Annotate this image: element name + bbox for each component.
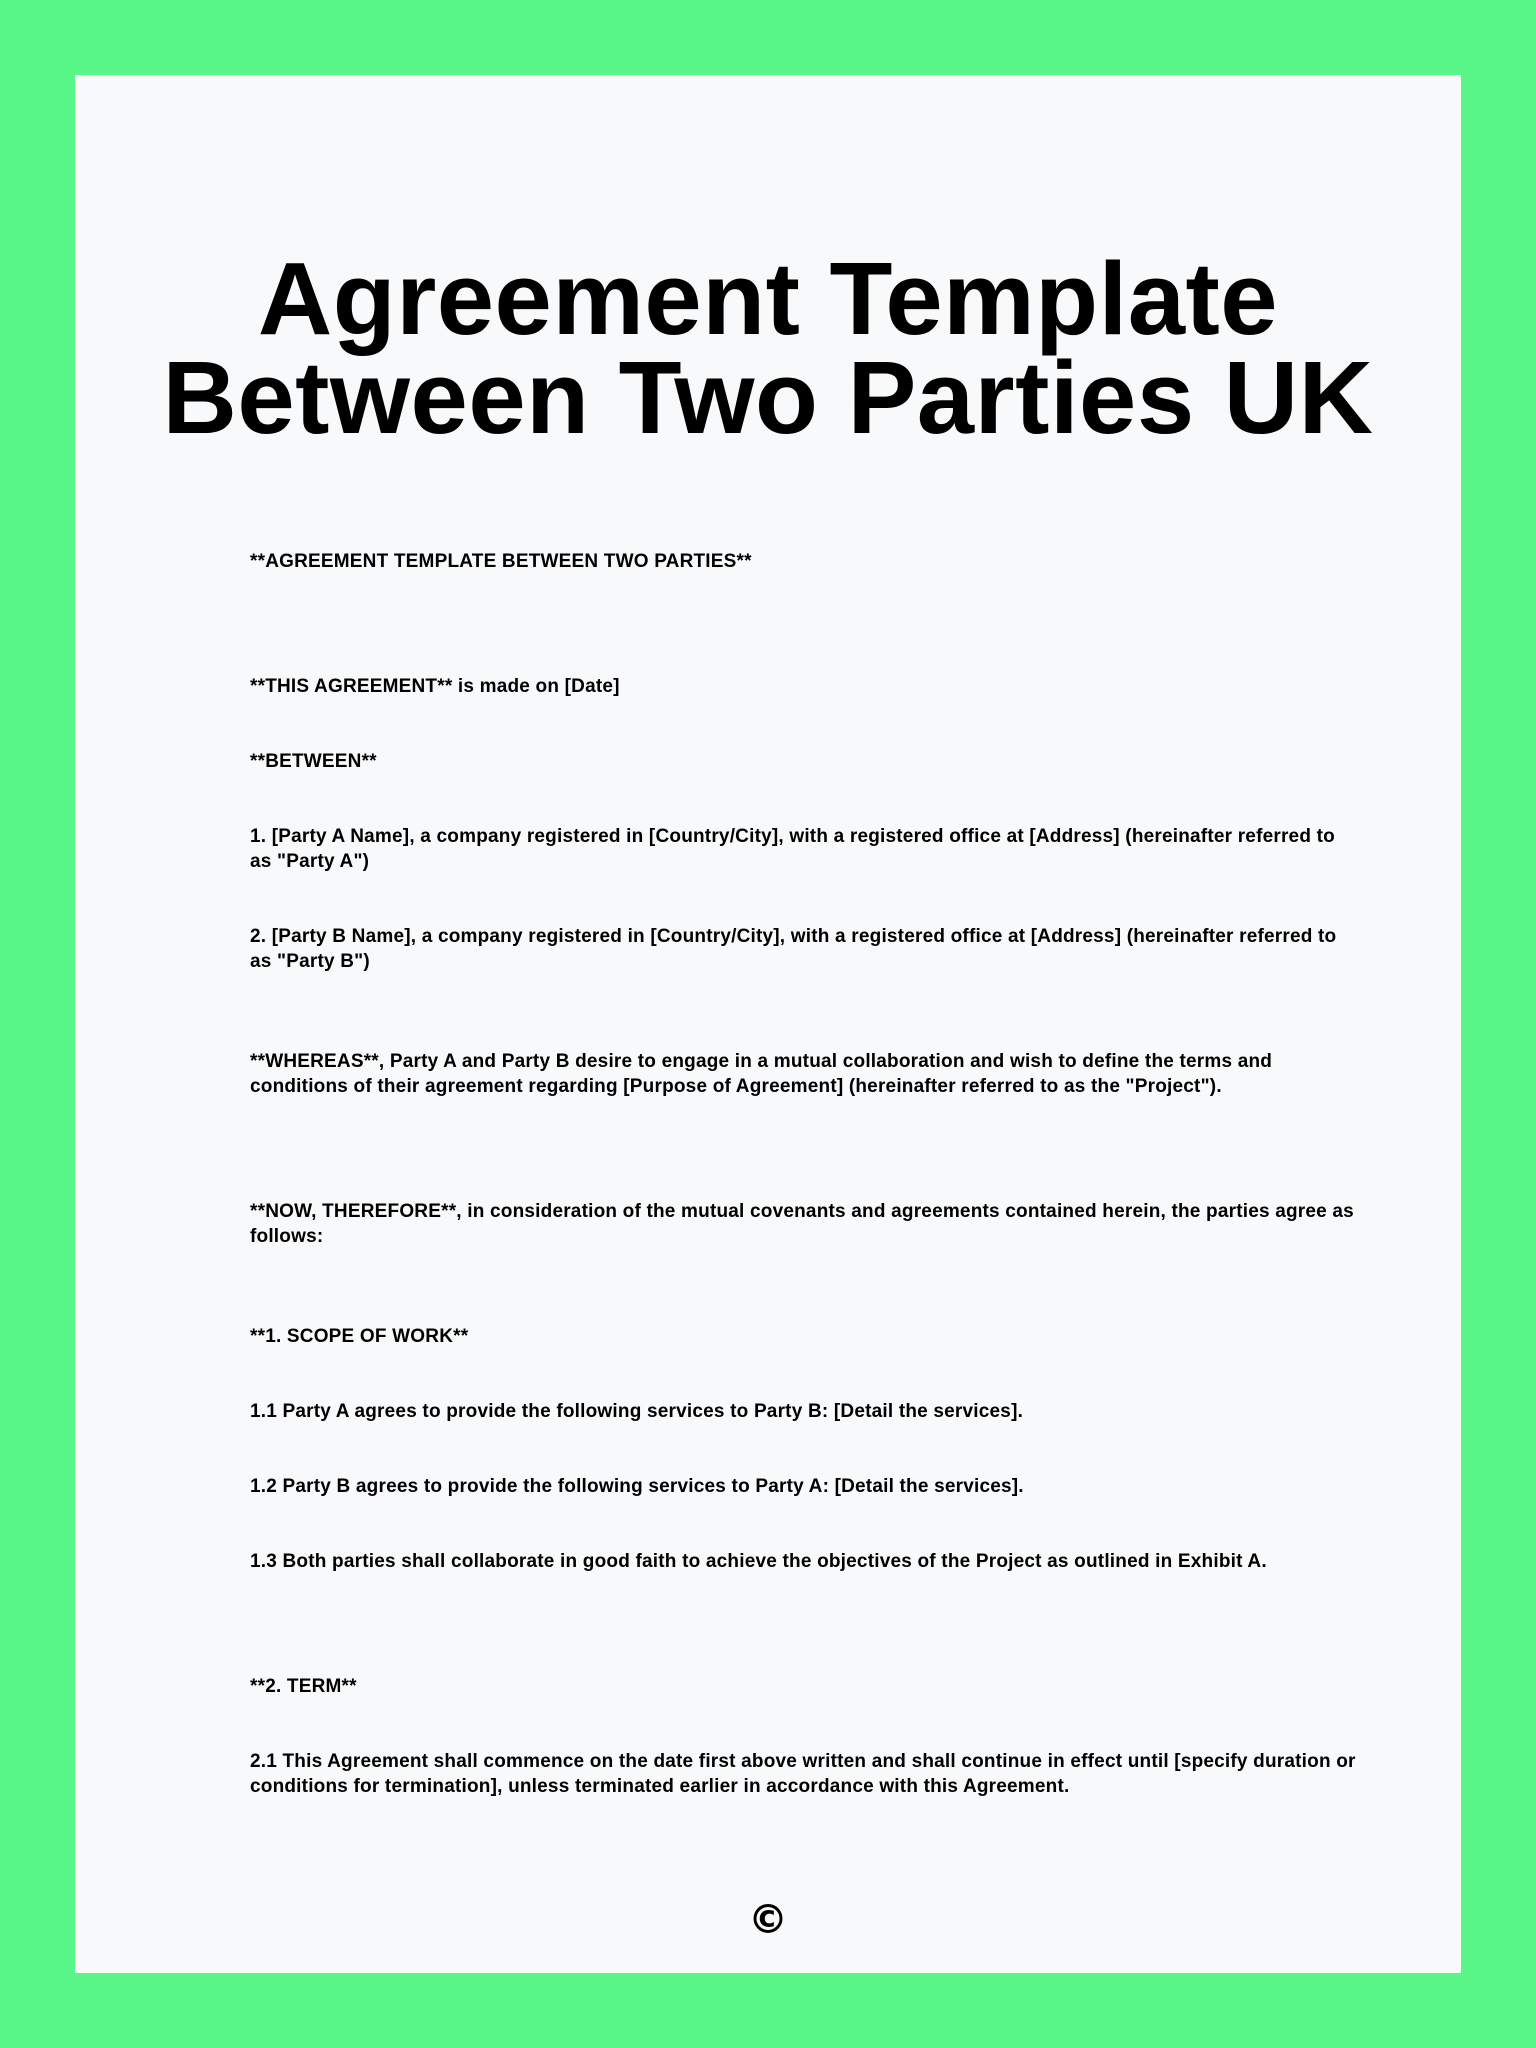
now-therefore-clause: **NOW, THEREFORE**, in consideration of the mutual covenants and agreements contained herein, the parties agree as follows:	[250, 1201, 1354, 1247]
document-page	[75, 75, 1461, 1973]
clause-1-3: 1.3 Both parties shall collaborate in good faith to achieve the objectives of the Project as outlined in Exhibit A.	[250, 1551, 1267, 1572]
whereas-clause: **WHEREAS**, Party A and Party B desire to engage in a mutual collaboration and wish to define the terms and conditions of their agreement regarding [Purpose of Agreement] (hereinafter referred to as the "Project").	[250, 1051, 1273, 1097]
copyright-icon: ©	[748, 1897, 788, 1943]
scope-of-work-heading: **1. SCOPE OF WORK**	[250, 1326, 469, 1347]
clause-1-2: 1.2 Party B agrees to provide the following services to Party A: [Detail the services].	[250, 1476, 1024, 1497]
agreement-heading: **AGREEMENT TEMPLATE BETWEEN TWO PARTIES**	[250, 551, 752, 572]
document-title	[75, 241, 1461, 455]
term-heading: **2. TERM**	[250, 1676, 357, 1697]
agreement-date-line: **THIS AGREEMENT** is made on [Date]	[250, 676, 620, 697]
title-line-2: Between Two Parties UK	[162, 340, 1374, 455]
title-line-1: Agreement Template	[257, 241, 1279, 356]
party-a-clause: 1. [Party A Name], a company registered in [Country/City], with a registered office at [Address] (hereinafter referred to as "Party A")	[250, 826, 1335, 872]
clause-1-1: 1.1 Party A agrees to provide the following services to Party B: [Detail the services].	[250, 1401, 1024, 1422]
between-heading: **BETWEEN**	[250, 751, 377, 772]
clause-2-1: 2.1 This Agreement shall commence on the date first above written and shall continue in effect until [specify duration or conditions for termination], unless terminated earlier in accordance with this Agreement.	[250, 1751, 1356, 1797]
party-b-clause: 2. [Party B Name], a company registered in [Country/City], with a registered office at [Address] (hereinafter referred to as "Party B")	[250, 926, 1337, 972]
